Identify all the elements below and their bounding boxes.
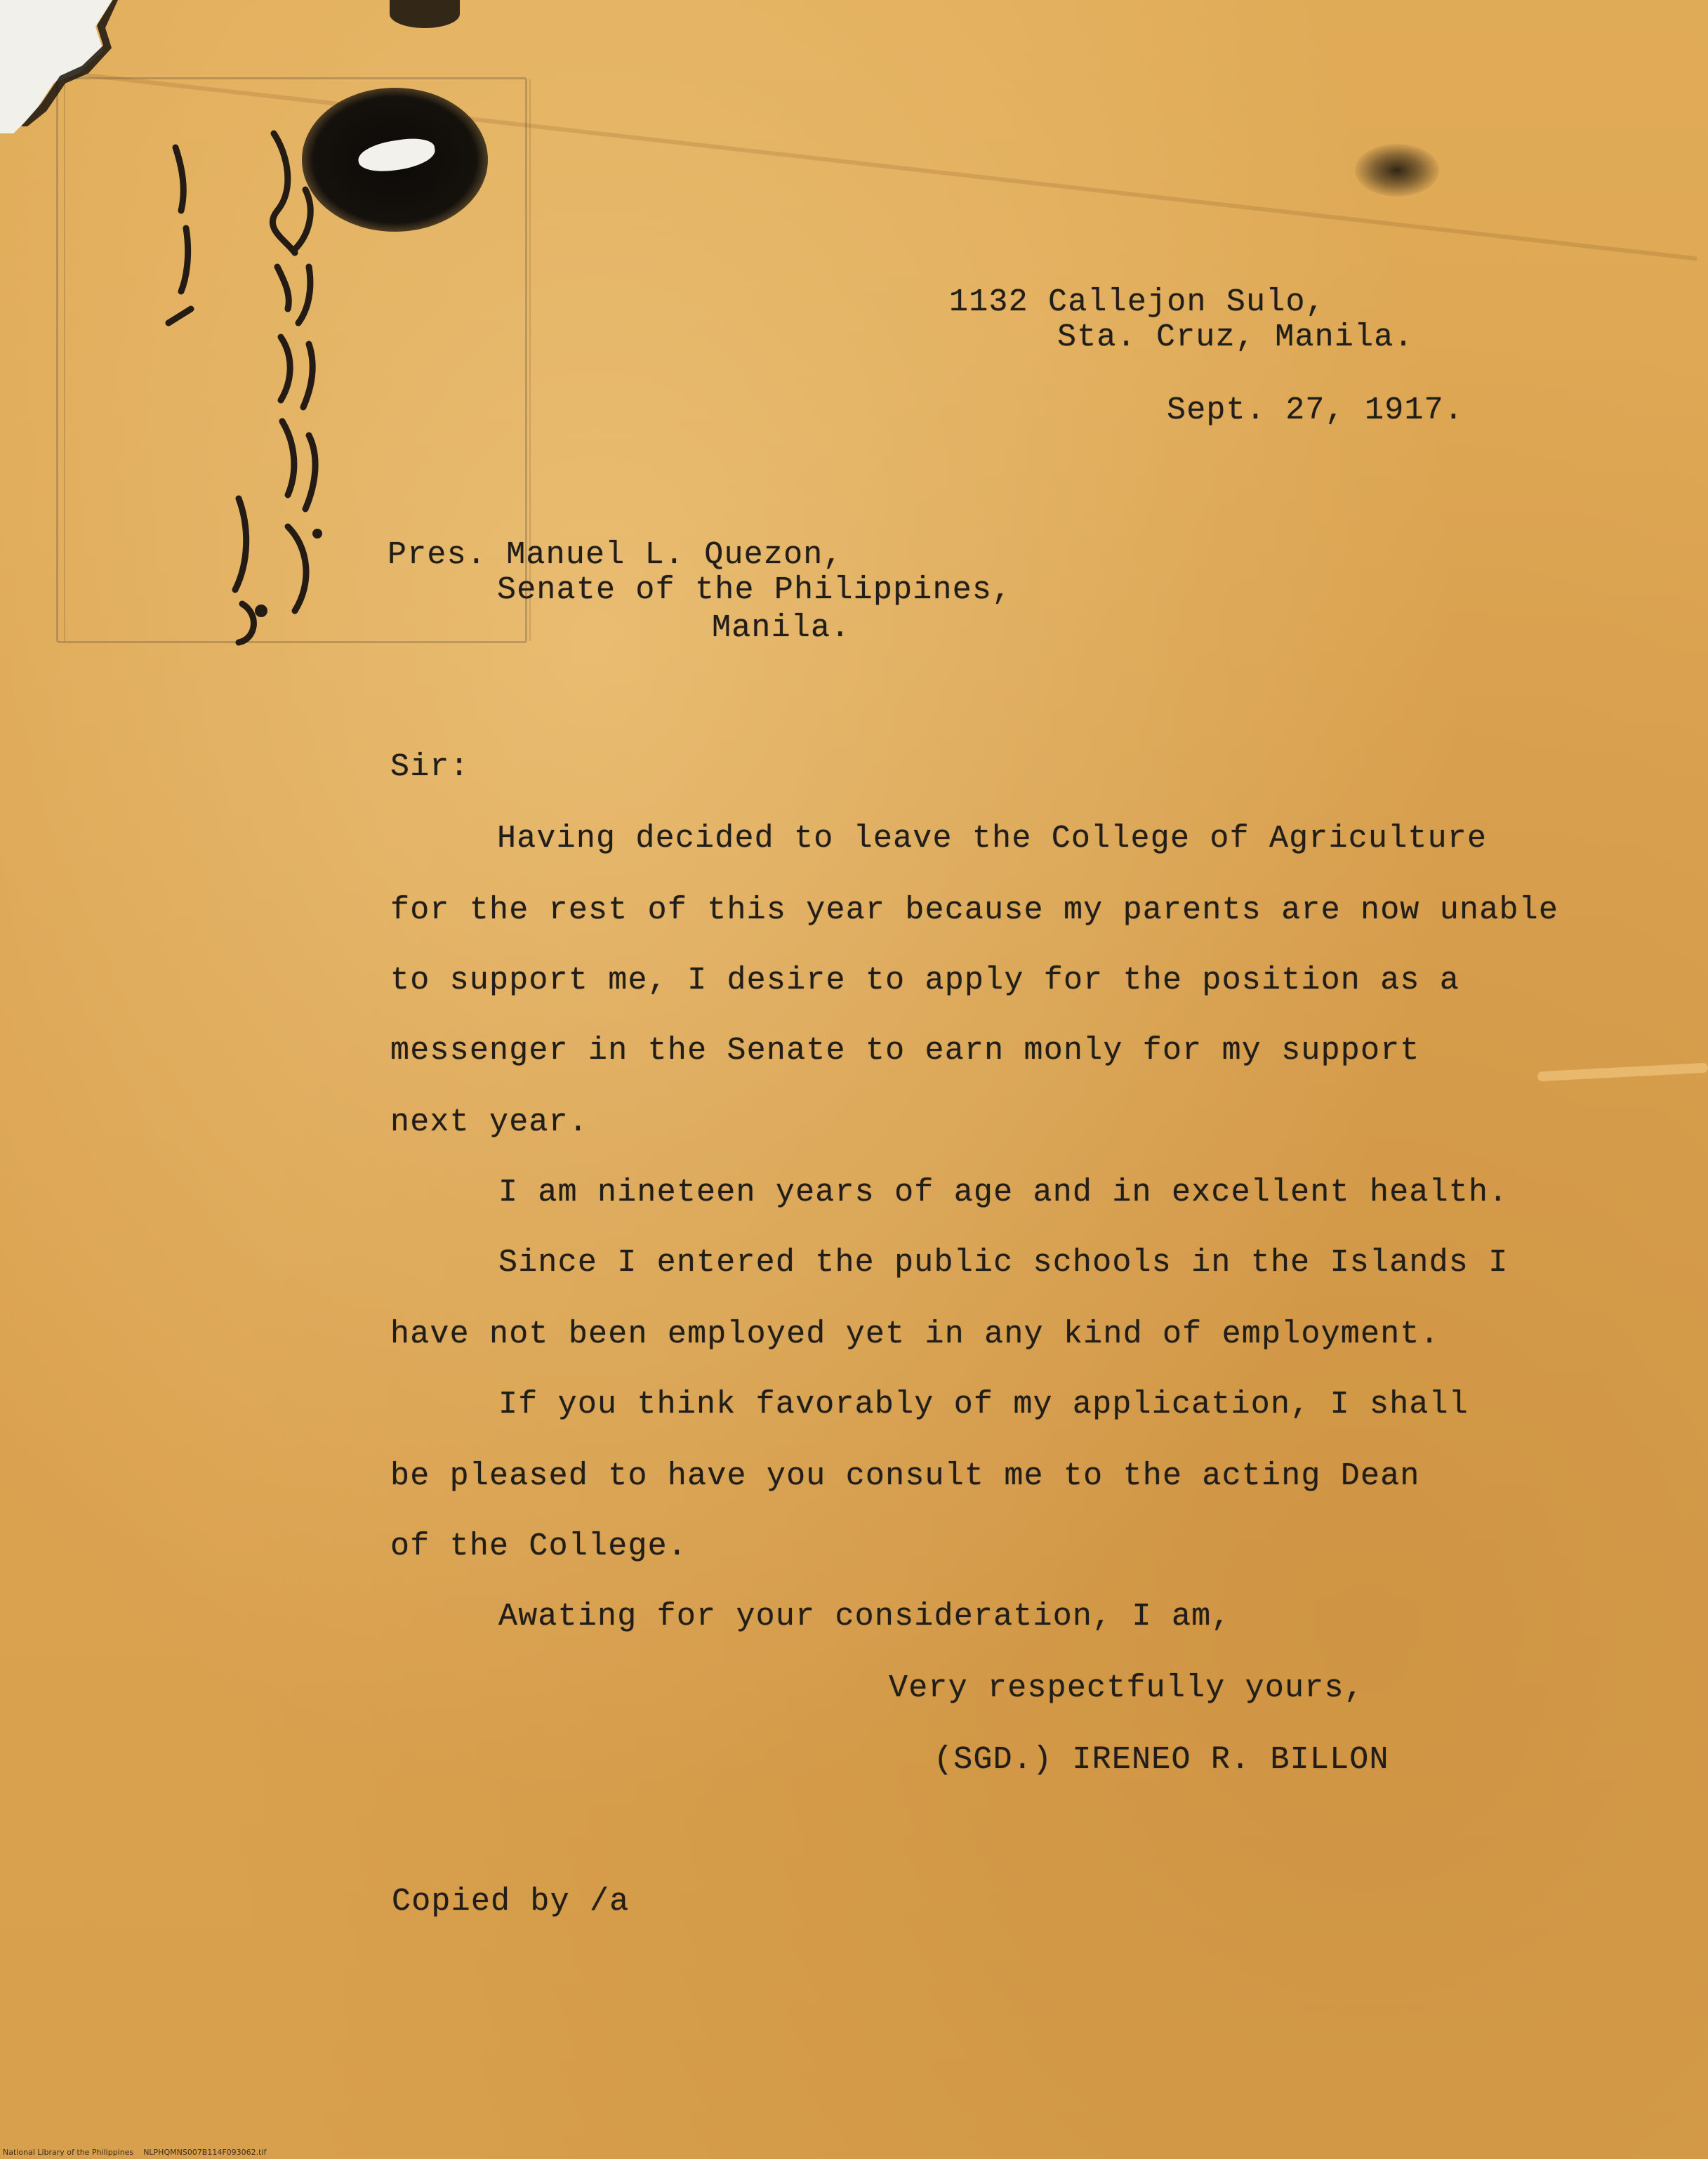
body-line: messenger in the Senate to earn monly for my support <box>390 1033 1420 1069</box>
body-line: next year. <box>390 1104 589 1140</box>
salutation: Sir: <box>390 749 470 785</box>
body-line: be pleased to have you consult me to the acting Dean <box>390 1458 1420 1494</box>
body-line: of the College. <box>390 1529 688 1564</box>
body-line: to support me, I desire to apply for the position as a <box>390 963 1460 998</box>
letter-date: Sept. 27, 1917. <box>1167 392 1464 428</box>
copied-by-note: Copied by /a <box>392 1884 630 1920</box>
body-line: Since I entered the public schools in the Islands I <box>498 1245 1509 1281</box>
handwritten-note-image <box>98 105 393 653</box>
sender-address-line-1: 1132 Callejon Sulo, <box>949 284 1325 320</box>
recipient-line-3: Manila. <box>712 610 851 646</box>
closing: Very respectfully yours, <box>889 1670 1364 1706</box>
paper-crease <box>1537 1063 1708 1082</box>
signature: (SGD.) IRENEO R. BILLON <box>934 1742 1389 1778</box>
body-line: for the rest of this year because my parents are now unable <box>390 892 1559 928</box>
body-line: If you think favorably of my application, I shall <box>498 1387 1469 1422</box>
recipient-line-2: Senate of the Philippines, <box>497 572 1012 608</box>
ink-spot-right <box>1355 144 1439 197</box>
body-line: I am nineteen years of age and in excellent health. <box>498 1175 1509 1210</box>
recipient-line-1: Pres. Manuel L. Quezon, <box>388 537 843 573</box>
scan-source-footer: National Library of the Philippines NLPHQMNS007B114F093062.tif <box>3 2148 267 2157</box>
body-line: Having decided to leave the College of Agriculture <box>497 821 1488 857</box>
ink-spot-top <box>390 0 460 28</box>
body-line: Awating for your consideration, I am, <box>498 1599 1231 1635</box>
body-line: have not been employed yet in any kind of employment. <box>390 1316 1440 1352</box>
sender-address-line-2: Sta. Cruz, Manila. <box>1057 319 1414 355</box>
